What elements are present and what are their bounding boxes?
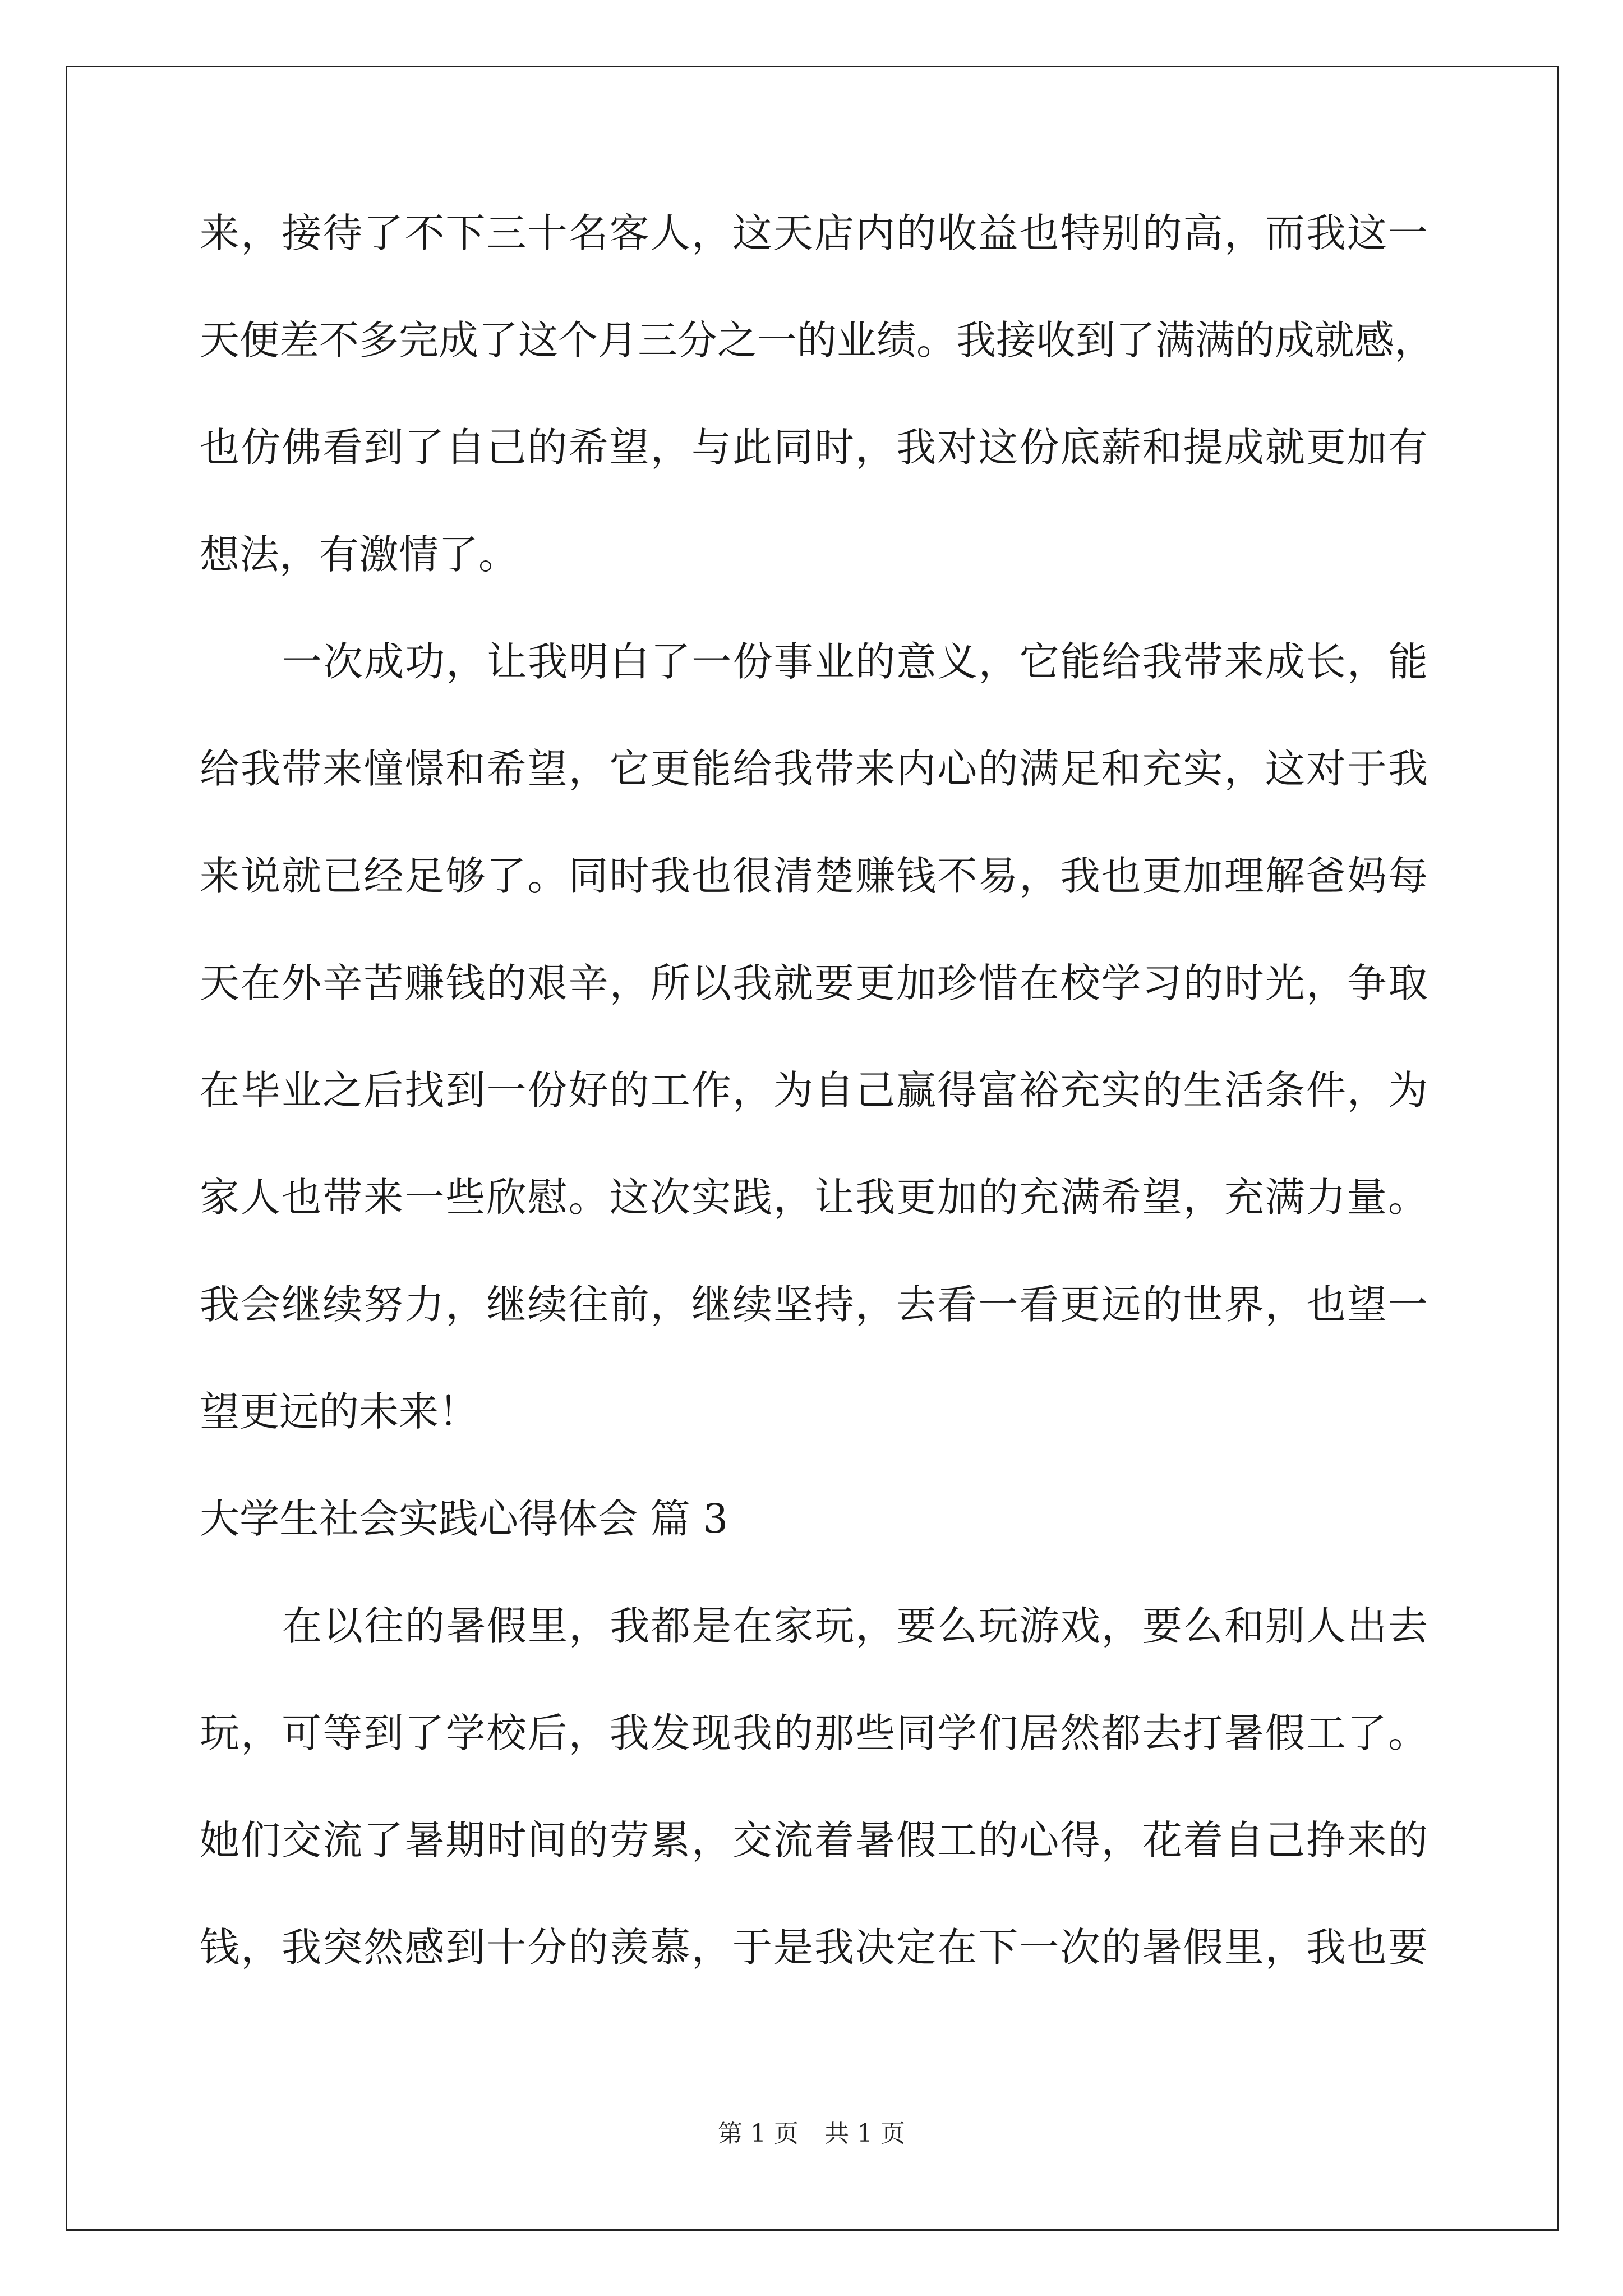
section-heading: 大学生社会实践心得体会 篇 3: [200, 1496, 728, 1542]
paragraph-line: 在毕业之后找到一份好的工作，为自己赢得富裕充实的生活条件，为: [200, 1067, 1428, 1114]
page-footer: [0, 2119, 1623, 2148]
paragraph-line: 来，接待了不下三十名客人，这天店内的收益也特别的高，而我这一: [200, 210, 1428, 256]
paragraph-line: 来说就已经足够了。同时我也很清楚赚钱不易，我也更加理解爸妈每: [200, 853, 1428, 899]
page-total: 共 1 页: [824, 2119, 905, 2148]
paragraph-line: 想法，有激情了。: [200, 531, 519, 578]
paragraph-line: 玩，可等到了学校后，我发现我的那些同学们居然都去打暑假工了。: [200, 1710, 1428, 1756]
paragraph-line: 我会继续努力，继续往前，继续坚持，去看一看更远的世界，也望一: [200, 1281, 1428, 1328]
paragraph-line: 望更远的未来！: [200, 1388, 479, 1435]
paragraph-line: 给我带来憧憬和希望，它更能给我带来内心的满足和充实，这对于我: [200, 746, 1428, 792]
paragraph-line: 天便差不多完成了这个月三分之一的业绩。我接收到了满满的成就感，: [200, 317, 1435, 364]
paragraph-line: 钱，我突然感到十分的羡慕，于是我决定在下一次的暑假里，我也要: [200, 1924, 1428, 1971]
document-body: [200, 210, 1435, 1971]
page-number: 第 1 页: [718, 2119, 799, 2148]
paragraph-line: 她们交流了暑期时间的劳累，交流着暑假工的心得，花着自己挣来的: [200, 1817, 1428, 1864]
paragraph-line: 也仿佛看到了自己的希望，与此同时，我对这份底薪和提成就更加有: [200, 424, 1428, 471]
paragraph-line: 一次成功，让我明白了一份事业的意义，它能给我带来成长，能: [282, 638, 1428, 685]
paragraph-line: 天在外辛苦赚钱的艰辛，所以我就要更加珍惜在校学习的时光，争取: [200, 960, 1428, 1006]
paragraph-line: 家人也带来一些欣慰。这次实践，让我更加的充满希望，充满力量。: [200, 1174, 1428, 1221]
paragraph-line: 在以往的暑假里，我都是在家玩，要么玩游戏，要么和别人出去: [282, 1603, 1428, 1649]
